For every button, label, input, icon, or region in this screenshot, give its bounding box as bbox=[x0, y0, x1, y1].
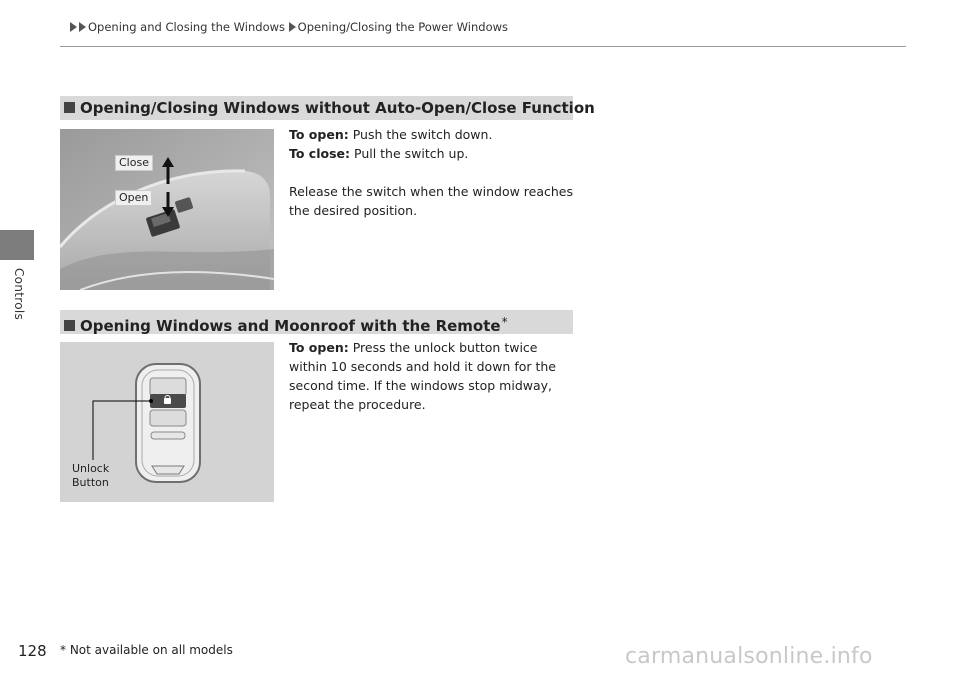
unlock-label-line2: Button bbox=[72, 476, 109, 489]
section-title: Opening/Closing Windows without Auto-Open/Close Function bbox=[80, 99, 595, 117]
breadcrumb-item-power-windows[interactable]: Opening/Closing the Power Windows bbox=[297, 20, 509, 34]
watermark: carmanualsonline.info bbox=[625, 644, 873, 669]
to-open-line bbox=[289, 125, 579, 144]
section-header-remote bbox=[60, 310, 573, 334]
to-close-label: To close: bbox=[289, 146, 351, 161]
breadcrumb-arrow-icon bbox=[79, 22, 86, 32]
to-open-label: To open: bbox=[289, 340, 349, 355]
header-rule bbox=[60, 46, 906, 47]
to-close-text: Pull the switch up. bbox=[354, 146, 469, 161]
to-open-text: Press the unlock button twice bbox=[352, 340, 538, 355]
breadcrumb-arrow-icon bbox=[70, 22, 77, 32]
to-open-text-line2: within 10 seconds and hold it down for the bbox=[289, 359, 556, 374]
door-switch-illustration bbox=[60, 129, 274, 290]
to-open-label: To open: bbox=[289, 127, 349, 142]
unlock-label-line1: Unlock bbox=[72, 462, 110, 475]
section-header-switch bbox=[60, 96, 595, 120]
to-open-text-line3: second time. If the windows stop midway, bbox=[289, 378, 553, 393]
square-bullet-icon bbox=[64, 102, 75, 113]
sidebar-tab bbox=[0, 230, 34, 260]
unlock-button-callout bbox=[72, 462, 109, 490]
to-open-line bbox=[289, 338, 579, 357]
to-open-text: Push the switch down. bbox=[352, 127, 493, 142]
square-bullet-icon bbox=[64, 320, 75, 331]
release-text-line1: Release the switch when the window reaches bbox=[289, 184, 574, 199]
breadcrumb-arrow-icon bbox=[289, 22, 296, 32]
breadcrumb bbox=[70, 20, 508, 34]
door-switch-figure bbox=[60, 129, 274, 290]
section2-instructions bbox=[289, 338, 579, 414]
footnote-mark: * bbox=[501, 315, 508, 329]
open-callout: Open bbox=[115, 190, 152, 206]
to-open-text-line4: repeat the procedure. bbox=[289, 397, 426, 412]
close-callout: Close bbox=[115, 155, 153, 171]
page-number: 128 bbox=[18, 642, 47, 660]
breadcrumb-item-windows[interactable]: Opening and Closing the Windows bbox=[88, 20, 285, 34]
release-text-line2: the desired position. bbox=[289, 203, 418, 218]
section-title: Opening Windows and Moonroof with the Remote bbox=[80, 317, 501, 335]
sidebar-label: Controls bbox=[12, 268, 26, 321]
footnote: * Not available on all models bbox=[60, 643, 233, 657]
section1-instructions bbox=[289, 125, 579, 220]
to-close-line bbox=[289, 144, 579, 163]
